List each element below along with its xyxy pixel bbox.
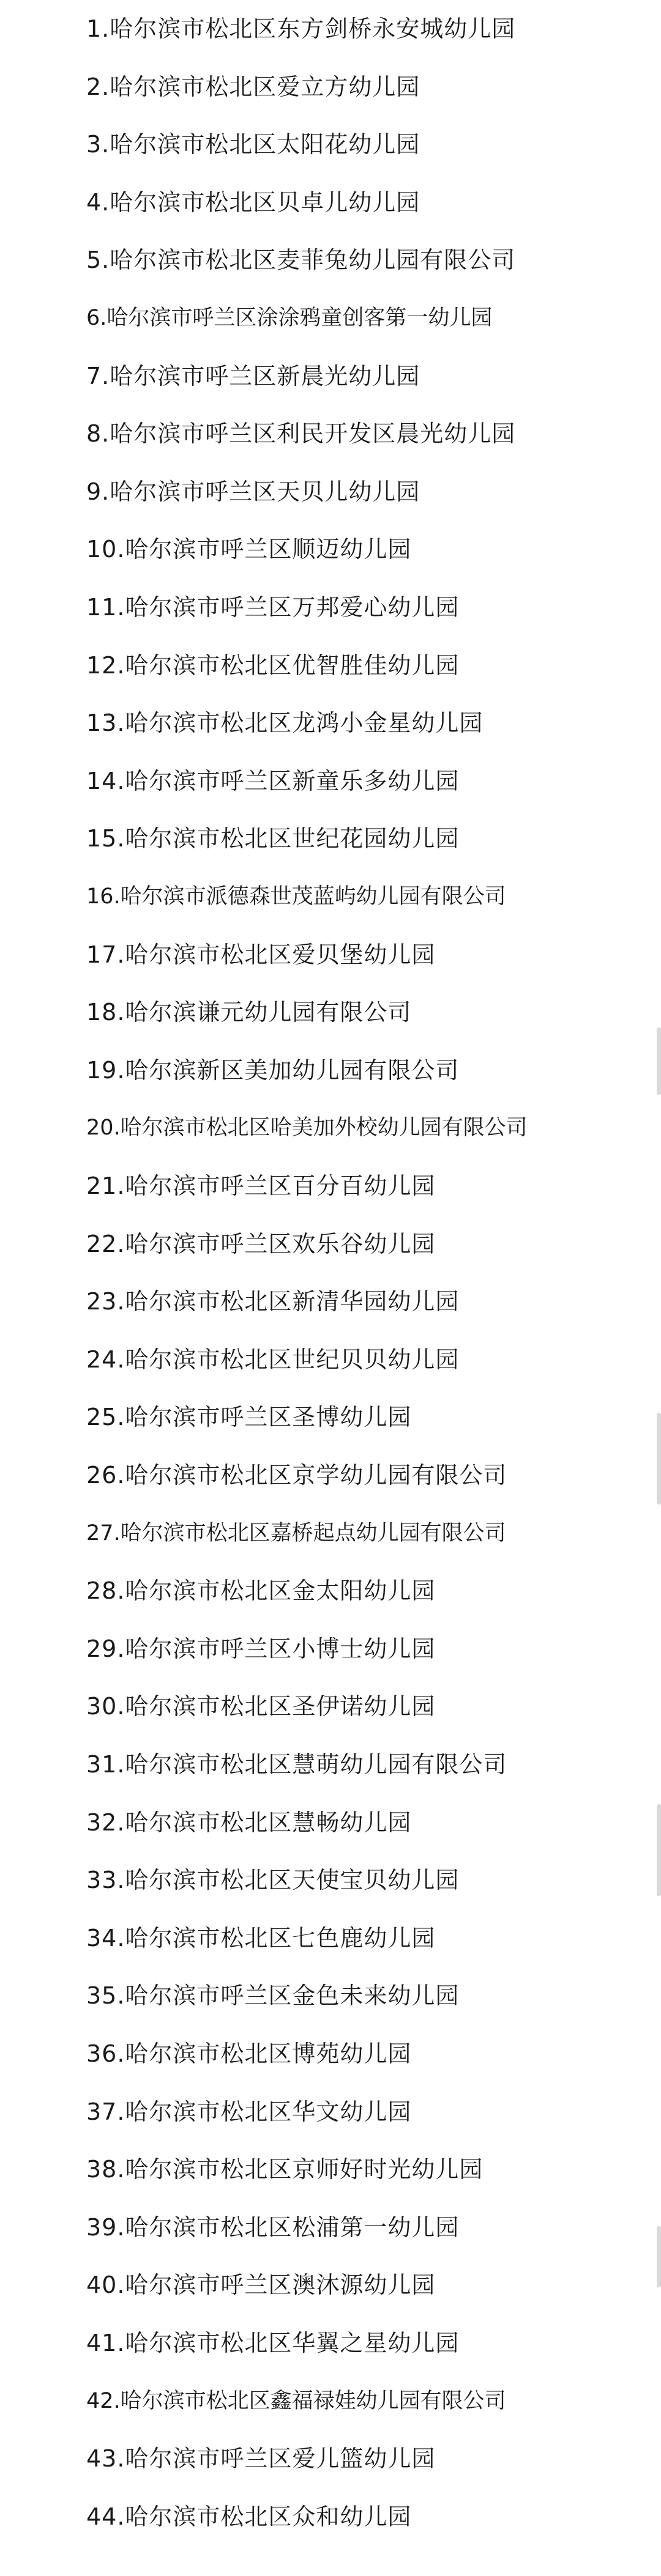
list-item: 18.哈尔滨谦元幼儿园有限公司 — [86, 999, 412, 1026]
list-item: 38.哈尔滨市松北区京师好时光幼儿园 — [86, 2156, 484, 2183]
list-item: 20.哈尔滨市松北区哈美加外校幼儿园有限公司 — [86, 1116, 528, 1141]
list-item: 10.哈尔滨市呼兰区顺迈幼儿园 — [86, 536, 412, 563]
list-item: 39.哈尔滨市松北区松浦第一幼儿园 — [86, 2213, 460, 2241]
list-item: 6.哈尔滨市呼兰区涂涂鸦童创客第一幼儿园 — [86, 306, 493, 330]
list-item: 22.哈尔滨市呼兰区欢乐谷幼儿园 — [86, 1230, 436, 1257]
scroll-indicator — [657, 1027, 661, 1095]
list-item: 40.哈尔滨市呼兰区澳沐源幼儿园 — [86, 2271, 436, 2299]
list-item: 43.哈尔滨市呼兰区爱儿篮幼儿园 — [86, 2445, 436, 2473]
list-item: 33.哈尔滨市松北区天使宝贝幼儿园 — [86, 1867, 460, 1894]
scroll-indicator — [657, 2226, 661, 2287]
list-item: 28.哈尔滨市松北区金太阳幼儿园 — [86, 1577, 436, 1605]
list-item: 23.哈尔滨市松北区新清华园幼儿园 — [86, 1288, 460, 1316]
list-item: 1.哈尔滨市松北区东方剑桥永安城幼儿园 — [86, 15, 516, 42]
list-item: 32.哈尔滨市松北区慧畅幼儿园 — [86, 1808, 412, 1836]
list-item: 44.哈尔滨市松北区众和幼儿园 — [86, 2503, 412, 2530]
list-item: 8.哈尔滨市呼兰区利民开发区晨光幼儿园 — [86, 420, 516, 448]
list-item: 19.哈尔滨新区美加幼儿园有限公司 — [86, 1056, 460, 1084]
list-item: 37.哈尔滨市松北区华文幼儿园 — [86, 2098, 412, 2125]
list-item: 21.哈尔滨市呼兰区百分百幼儿园 — [86, 1172, 436, 1199]
list-item: 7.哈尔滨市呼兰区新晨光幼儿园 — [86, 362, 420, 390]
list-item: 35.哈尔滨市呼兰区金色未来幼儿园 — [86, 1982, 460, 2010]
list-item: 42.哈尔滨市松北区鑫福禄娃幼儿园有限公司 — [86, 2388, 506, 2413]
list-item: 16.哈尔滨市派德森世茂蓝屿幼儿园有限公司 — [86, 884, 506, 909]
list-item: 14.哈尔滨市呼兰区新童乐多幼儿园 — [86, 767, 460, 794]
scroll-indicator — [657, 1804, 661, 1896]
list-item: 15.哈尔滨市松北区世纪花园幼儿园 — [86, 825, 460, 853]
list-item: 34.哈尔滨市松北区七色鹿幼儿园 — [86, 1924, 436, 1952]
list-item: 9.哈尔滨市呼兰区天贝儿幼儿园 — [86, 478, 420, 505]
list-item: 5.哈尔滨市松北区麦菲兔幼儿园有限公司 — [86, 246, 516, 274]
list-item: 41.哈尔滨市松北区华翼之星幼儿园 — [86, 2330, 460, 2356]
list-item: 25.哈尔滨市呼兰区圣博幼儿园 — [86, 1404, 412, 1431]
list-item: 2.哈尔滨市松北区爱立方幼儿园 — [86, 73, 420, 100]
list-item: 17.哈尔滨市松北区爱贝堡幼儿园 — [86, 941, 436, 968]
list-item: 24.哈尔滨市松北区世纪贝贝幼儿园 — [86, 1345, 460, 1373]
list-item: 12.哈尔滨市松北区优智胜佳幼儿园 — [86, 651, 460, 679]
list-item: 3.哈尔滨市松北区太阳花幼儿园 — [86, 131, 420, 158]
list-item: 36.哈尔滨市松北区博苑幼儿园 — [86, 2040, 412, 2067]
list-item: 13.哈尔滨市松北区龙鸿小金星幼儿园 — [86, 709, 484, 737]
scroll-indicator — [657, 1413, 661, 1505]
list-item: 11.哈尔滨市呼兰区万邦爱心幼儿园 — [86, 594, 460, 621]
list-item: 30.哈尔滨市松北区圣伊诺幼儿园 — [86, 1693, 436, 1720]
list-item: 31.哈尔滨市松北区慧萌幼儿园有限公司 — [86, 1751, 507, 1778]
list-item: 29.哈尔滨市呼兰区小博士幼儿园 — [86, 1635, 436, 1662]
list-item: 26.哈尔滨市松北区京学幼儿园有限公司 — [86, 1462, 507, 1489]
list-item: 4.哈尔滨市松北区贝卓儿幼儿园 — [86, 188, 420, 216]
list-item: 27.哈尔滨市松北区嘉桥起点幼儿园有限公司 — [86, 1520, 506, 1545]
